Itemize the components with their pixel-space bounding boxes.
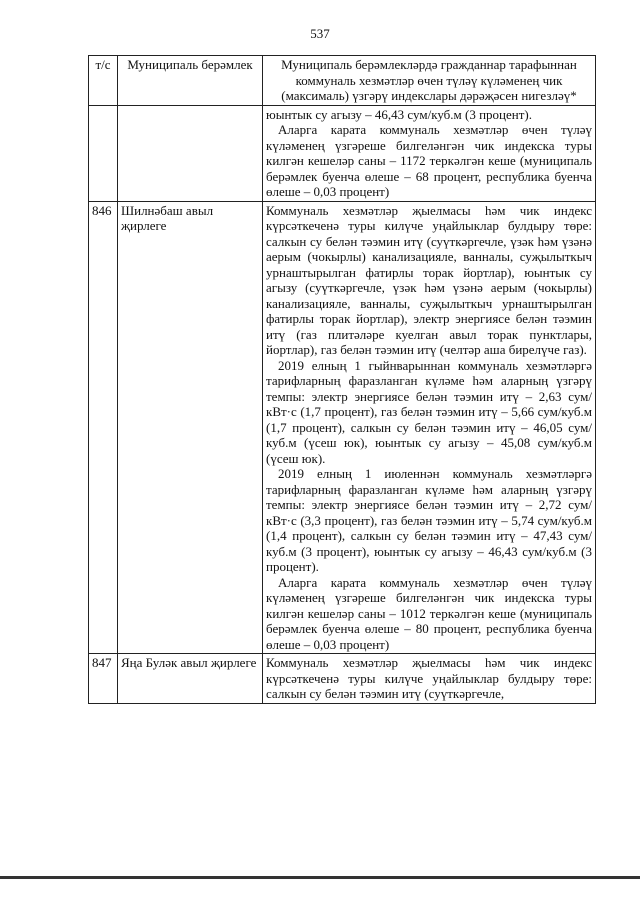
column-header-justification: Муниципаль берәмлекләрдә гражданнар тарафыннан коммуналь хезмәтләр өчен түләү күләменең чик (максималь) үзгәрү индекслары дәрәҗәсен нигезләү* (263, 56, 596, 106)
column-header-municipality: Муниципаль берәмлек (118, 56, 263, 106)
municipality-name-cell: Шилнәбаш авыл җирлеге (118, 201, 263, 654)
row-number-cell (89, 105, 118, 201)
table-row (89, 201, 596, 654)
municipal-index-table (88, 55, 596, 704)
paragraph: 2019 елның 1 гыйнварыннан коммуналь хезмәтләргә тарифларның фаразланган күләме һәм аларның үзгәрү темпы: электр энергиясе белән тәэмин итү – 2,63 сум/кВт·с (1,7 процент), газ белән тәэмин итү – 5,66 сум/куб.м (1,7 процент), салкын су белән тәэмин итү – 46,05 сум/куб.м (үсеш юк), юынтык су агызу – 45,08 сум/куб.м (үсеш юк). (266, 357, 592, 466)
paragraph: 2019 елның 1 июленнән коммуналь хезмәтләргә тарифларның фаразланган күләме һәм аларның үзгәрү темпы: электр энергиясе белән тәэмин итү – 2,72 сум/кВт·с (3,3 процент), газ белән тәэмин итү – 5,74 сум/куб.м (1,4 процент), салкын су белән тәэмин итү – 47,43 сум/куб.м (3 процент), юынтык су агызу – 46,43 сум/куб.м (3 процент). (266, 466, 592, 574)
municipality-name-cell: Яңа Буләк авыл җирлеге (118, 654, 263, 704)
municipality-name-cell (118, 105, 263, 201)
paragraph: Коммуналь хезмәтләр җыелмасы һәм чик индекс күрсәткеченә туры килүче уңайлыклар булдыру төре: салкын су белән тәэмин итү (суүткәргечле, (266, 655, 592, 701)
row-number-cell: 847 (89, 654, 118, 704)
table-row (89, 105, 596, 201)
table-header-row (89, 56, 596, 106)
paragraph: Коммуналь хезмәтләр җыелмасы һәм чик индекс күрсәткеченә туры килүче уңайлыклар булдыру төре: салкын су белән тәэмин итү (суүткәргечле, үзәк һәм үзәнә аерым (чокырлы) канализацияле, ванналы, суҗылыткыч урнаштырылган фатирлы торак йортлар), юынтык су агызу (суүткәргечле, үзәк һәм үзәнә аерым (чокырлы) канализацияле, ванналы, суҗылыткыч урнаштырылган фатирлы торак йортлар), электр энергиясе белән тәэмин итү (газ плитәләре куелган авыл торак пунктлары, йортлар), газ белән тәэмин итү (челтәр аша бирелүче газ). (266, 202, 592, 357)
scan-edge-line (0, 876, 640, 879)
paragraph: Аларга карата коммуналь хезмәтләр өчен түләү күләменең үзгәреше билгеләнгән чик индекска туры килгән кешеләр саны – 1012 теркәлгән кеше (муниципаль берәмлек буенча өлеше – 80 процент, республика буенча өлеше – 0,03 процент) (266, 574, 592, 652)
page-number: 537 (310, 26, 330, 41)
justification-cell (263, 654, 596, 704)
column-header-number: т/с (89, 56, 118, 106)
justification-cell (263, 105, 596, 201)
paragraph: юынтык су агызу – 46,43 сум/куб.м (3 процент). (266, 106, 532, 122)
table-row (89, 654, 596, 704)
paragraph: Аларга карата коммуналь хезмәтләр өчен түләү күләменең үзгәреше билгеләнгән чик индекска туры килгән кешеләр саны – 1172 теркәлгән кеше (муниципаль берәмлек буенча өлеше – 68 процент, республика буенча өлеше – 0,03 процент) (266, 122, 592, 199)
justification-cell (263, 201, 596, 654)
row-number-cell: 846 (89, 201, 118, 654)
